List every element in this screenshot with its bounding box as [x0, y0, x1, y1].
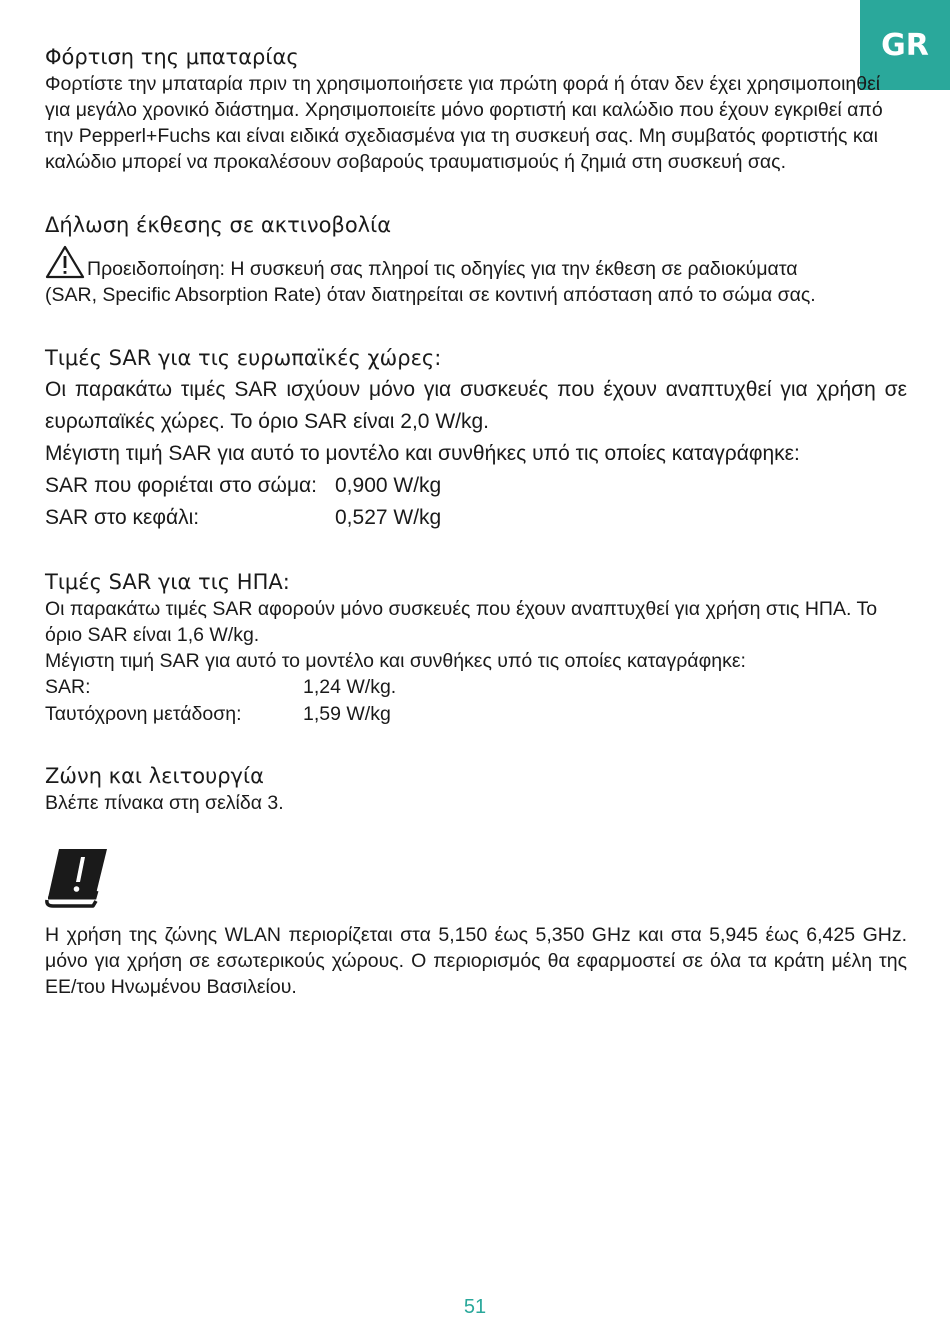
rf-warning [45, 245, 907, 308]
band-reference: Βλέπε πίνακα στη σελίδα 3. [45, 792, 284, 814]
page-content [45, 43, 907, 1000]
battery-title: Φόρτιση της μπαταρίας [45, 45, 299, 69]
page-number: 51 [463, 1296, 487, 1318]
sar-us-section [45, 568, 907, 728]
sar-eu-title: Τιμές SAR για τις ευρωπαϊκές χώρες: [45, 346, 442, 370]
sar-eu-row-body [45, 470, 907, 502]
band-title: Ζώνη και λειτουργία [45, 764, 264, 788]
sar-us-title: Τιμές SAR για τις ΗΠΑ: [45, 570, 290, 594]
sar-us-row-simultaneous [45, 701, 907, 728]
sar-eu-body-label: SAR που φοριέται στο σώμα: [45, 474, 318, 497]
band-section [45, 762, 907, 1000]
sar-eu-max-line: Μέγιστη τιμή SAR για αυτό το μοντέλο και συνθήκες υπό τις οποίες καταγράφηκε: [45, 442, 800, 465]
band-note: Η χρήση της ζώνης WLAN περιορίζεται στα 5,150 έως 5,350 GHz και στα 5,945 έως 6,425 GHz. μόνο για χρήση σε εσωτερικούς χώρους. Ο περιορισμός θα εφαρμοστεί σε όλα τα κράτη μέλη της ΕΕ/του Ηνωμένου Βασιλείου. [45, 924, 907, 998]
sar-eu-head-label: SAR στο κεφάλι: [45, 506, 200, 529]
rf-exposure-title: Δήλωση έκθεσης σε ακτινοβολία [45, 213, 392, 237]
rf-warning-text: Προειδοποίηση: Η συσκευή σας πληροί τις οδηγίες για την έκθεση σε ραδιοκύματα (SAR, Specific Absorption Rate) όταν διατηρείται σε κοντινή απόσταση από το σώμα σας. [45, 258, 816, 306]
warning-triangle-icon [45, 245, 85, 279]
rf-exposure-section [45, 211, 907, 308]
sar-eu-row-head [45, 502, 907, 534]
sar-eu-section [45, 344, 907, 534]
sar-eu-intro: Οι παρακάτω τιμές SAR ισχύουν μόνο για συσκευές που έχουν αναπτυχθεί για χρήση σε ευρωπαϊκές χώρες. Το όριο SAR είναι 2,0 W/kg. [45, 378, 907, 433]
sar-us-sar-value: 1,24 W/kg. [303, 676, 397, 698]
battery-body: Φορτίστε την μπαταρία πριν τη χρησιμοποιήσετε για πρώτη φορά ή όταν δεν έχει χρησιμοποιηθεί για μεγάλο χρονικό διάστημα. Χρησιμοποιείτε μόνο φορτιστή και καλώδιο που έχουν εγκριθεί από την Pepperl+Fuchs και είναι ειδικά σχεδιασμένα για τη συσκευή σας. Μη συμβατός φορτιστής και καλώδιο μπορεί να προκαλέσουν σοβαρούς τραυματισμούς ή ζημιά στη συσκευή σας. [45, 73, 883, 173]
sar-us-row-sar [45, 674, 907, 701]
sar-us-simultaneous-label: Ταυτόχρονη μετάδοση: [45, 703, 242, 725]
sar-eu-body-value: 0,900 W/kg [335, 474, 442, 497]
sar-us-simultaneous-value: 1,59 W/kg [303, 703, 391, 725]
language-tab: GR [860, 0, 950, 90]
sar-us-sar-label: SAR: [45, 676, 91, 698]
sar-us-intro: Οι παρακάτω τιμές SAR αφορούν μόνο συσκευές που έχουν αναπτυχθεί για χρήση στις ΗΠΑ. Το όριο SAR είναι 1,6 W/kg. [45, 598, 878, 646]
sar-us-max-line: Μέγιστη τιμή SAR για αυτό το μοντέλο και συνθήκες υπό τις οποίες καταγράφηκε: [45, 650, 746, 672]
read-manual-icon [45, 846, 111, 908]
sar-eu-head-value: 0,527 W/kg [335, 506, 442, 529]
battery-section [45, 43, 907, 175]
